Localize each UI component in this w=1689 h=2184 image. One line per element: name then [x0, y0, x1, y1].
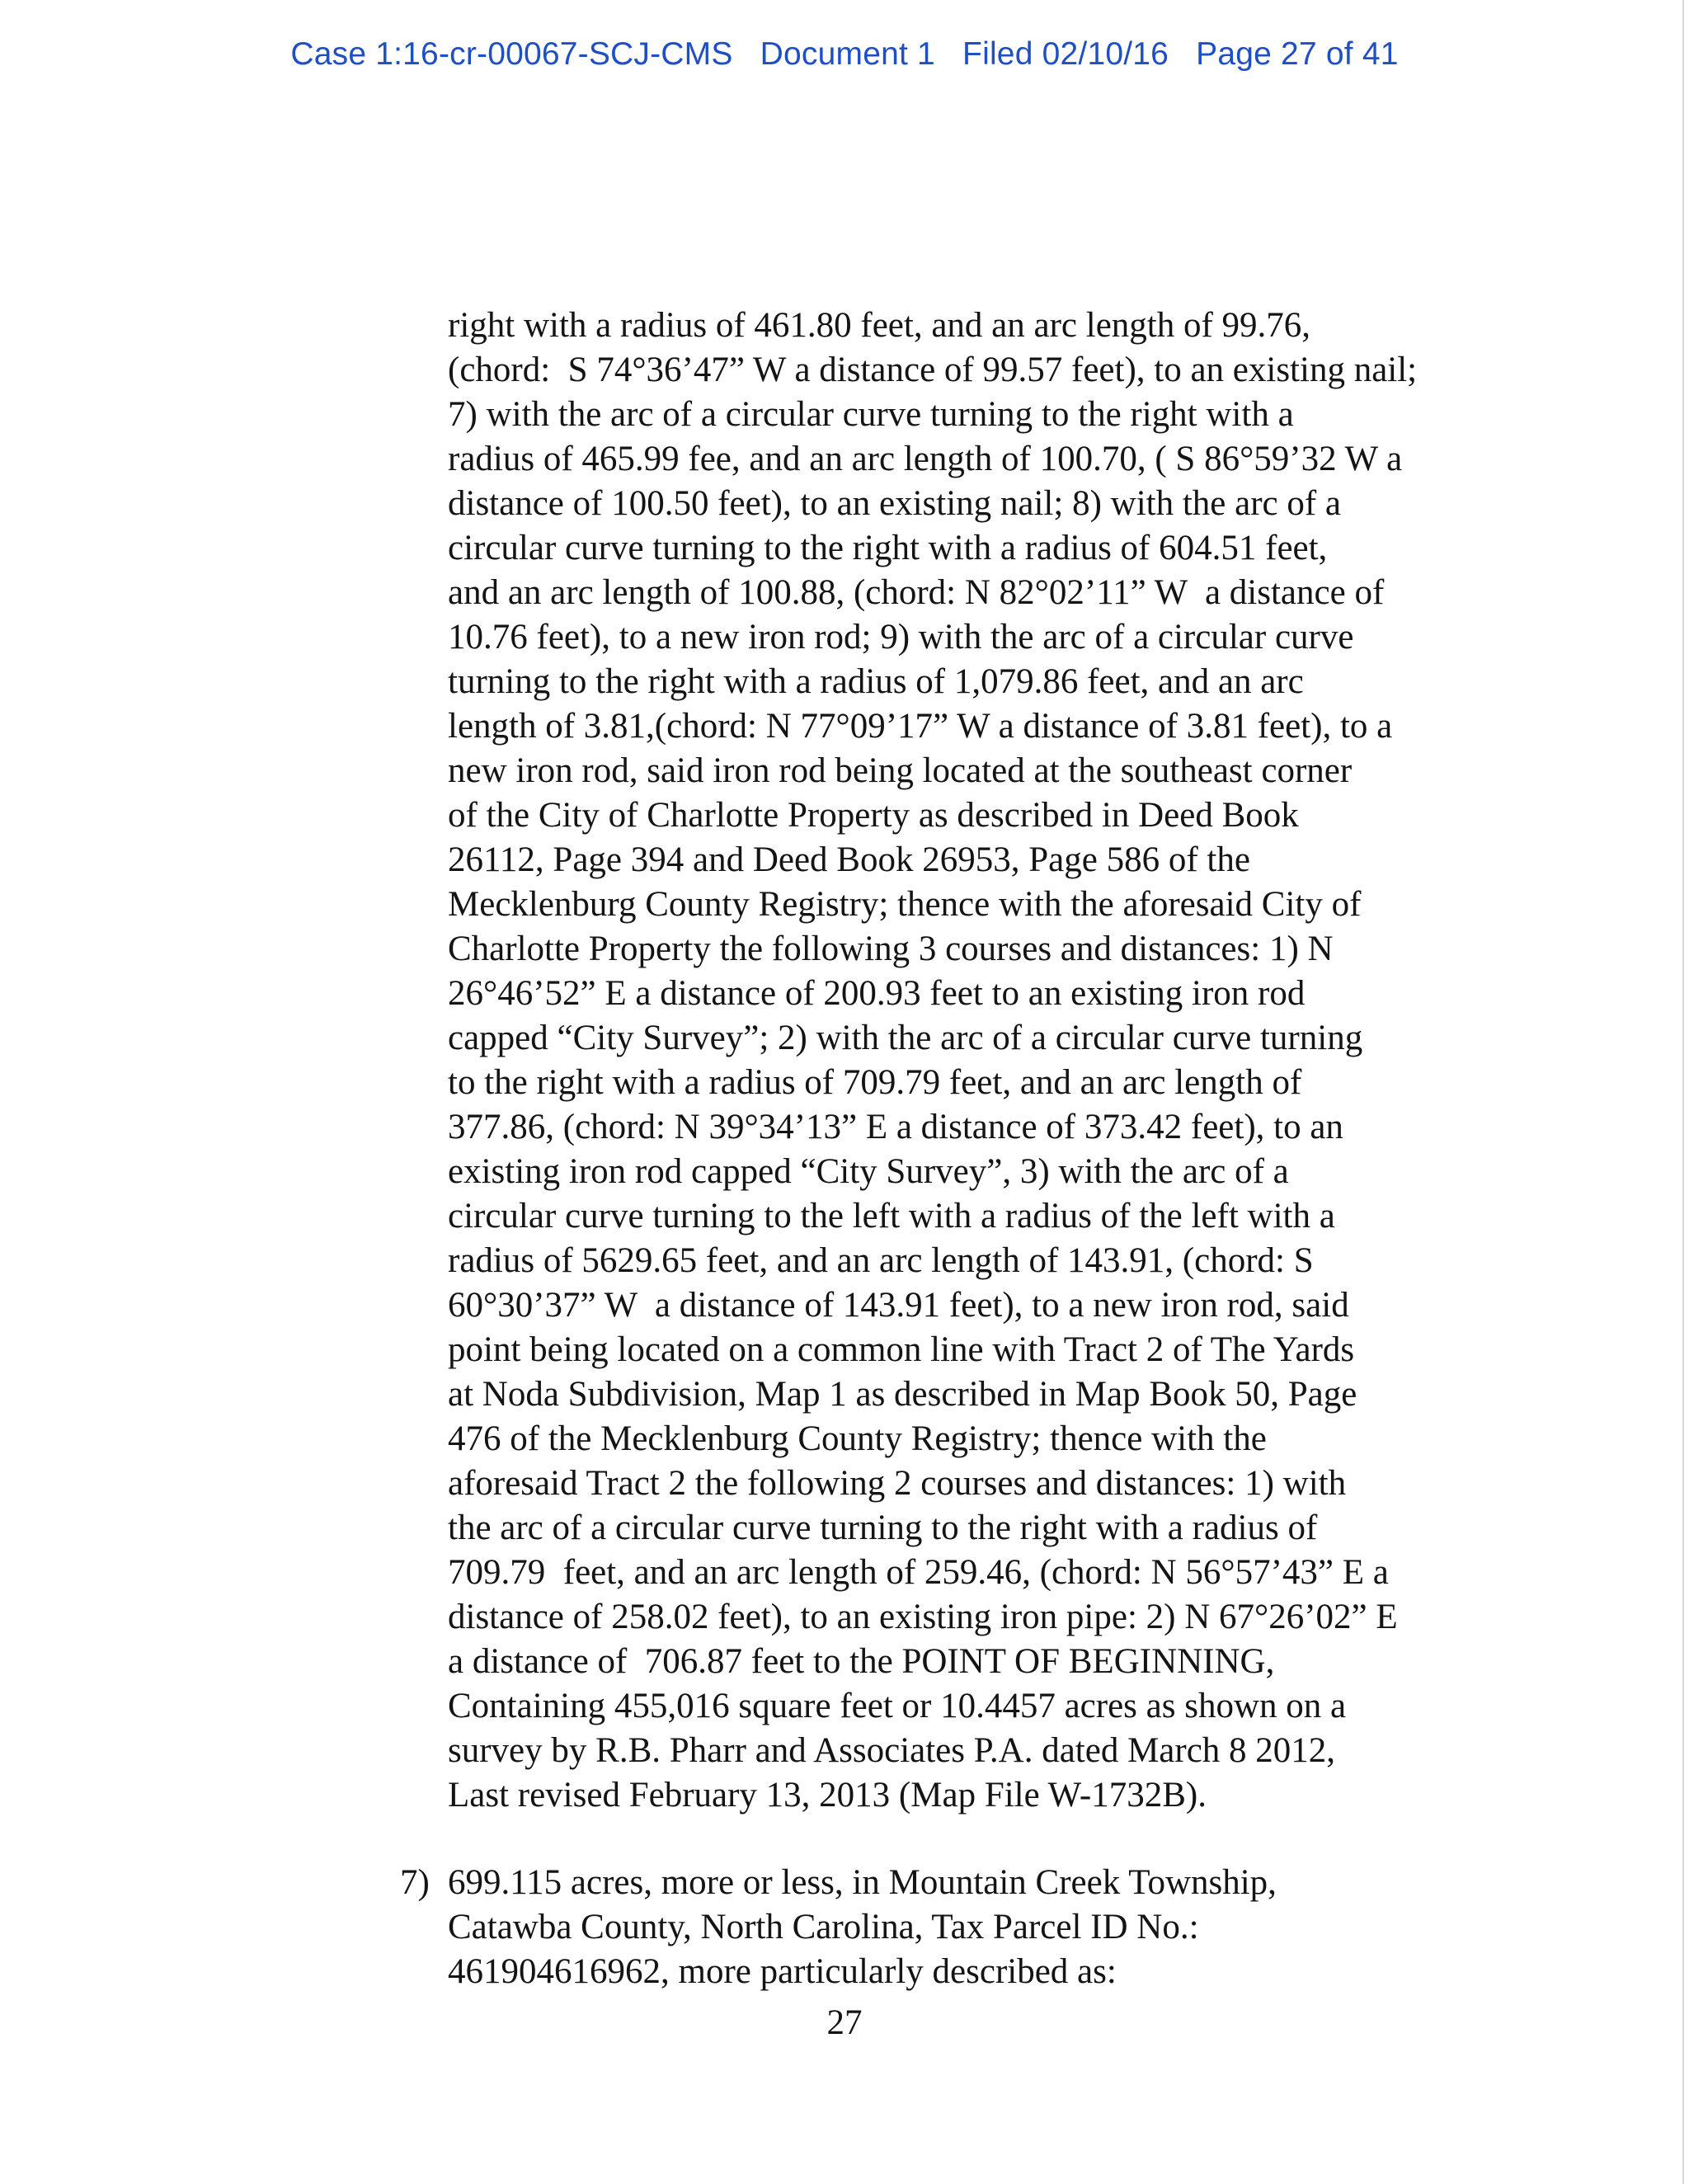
- list-item-number: 7): [400, 1863, 430, 1902]
- body-line: 709.79 feet, and an arc length of 259.46, (chord: N 56°57’43” E a: [448, 1553, 1389, 1592]
- body-line: 476 of the Mecklenburg County Registry; thence with the: [448, 1419, 1267, 1458]
- scan-edge-line: [1682, 0, 1684, 2184]
- body-line: (chord: S 74°36’47” W a distance of 99.57 feet), to an existing nail;: [448, 351, 1418, 389]
- list-item-text: [448, 1861, 1277, 1994]
- body-line: Mecklenburg County Registry; thence with the aforesaid City of: [448, 885, 1362, 924]
- body-line: length of 3.81,(chord: N 77°09’17” W a distance of 3.81 feet), to a: [448, 707, 1393, 746]
- body-line: existing iron rod capped “City Survey”, 3) with the arc of a: [448, 1152, 1289, 1191]
- body-line: 10.76 feet), to a new iron rod; 9) with the arc of a circular curve: [448, 618, 1354, 657]
- body-line: new iron rod, said iron rod being located at the southeast corner: [448, 751, 1353, 790]
- body-line: radius of 465.99 fee, and an arc length of 100.70, ( S 86°59’32 W a: [448, 440, 1403, 478]
- body-line: point being located on a common line with Tract 2 of The Yards: [448, 1330, 1355, 1369]
- body-line: 26°46’52” E a distance of 200.93 feet to an existing iron rod: [448, 974, 1306, 1013]
- body-line: and an arc length of 100.88, (chord: N 82°02’11” W a distance of: [448, 573, 1385, 612]
- body-line: Charlotte Property the following 3 courses and distances: 1) N: [448, 930, 1334, 968]
- body-line: 26112, Page 394 and Deed Book 26953, Page 586 of the: [448, 840, 1250, 879]
- body-line: radius of 5629.65 feet, and an arc length of 143.91, (chord: S: [448, 1241, 1314, 1280]
- body-line: to the right with a radius of 709.79 feet, and an arc length of: [448, 1063, 1302, 1102]
- body-line: 377.86, (chord: N 39°34’13” E a distance of 373.42 feet), to an: [448, 1108, 1343, 1146]
- body-line: Last revised February 13, 2013 (Map File W-1732B).: [448, 1776, 1207, 1815]
- body-line: distance of 100.50 feet), to an existing nail; 8) with the arc of a: [448, 484, 1342, 523]
- body-line: turning to the right with a radius of 1,079.86 feet, and an arc: [448, 662, 1304, 701]
- body-line: the arc of a circular curve turning to the right with a radius of: [448, 1509, 1318, 1547]
- body-line: Containing 455,016 square feet or 10.4457 acres as shown on a: [448, 1687, 1347, 1725]
- body-line: capped “City Survey”; 2) with the arc of a circular curve turning: [448, 1019, 1363, 1057]
- case-header: Case 1:16-cr-00067-SCJ-CMS Document 1 Filed 02/10/16 Page 27 of 41: [290, 36, 1399, 72]
- body-line: survey by R.B. Pharr and Associates P.A. dated March 8 2012,: [448, 1731, 1336, 1770]
- body-line: at Noda Subdivision, Map 1 as described in Map Book 50, Page: [448, 1375, 1357, 1414]
- body-line: 60°30’37” W a distance of 143.91 feet), to a new iron rod, said: [448, 1286, 1349, 1325]
- body-line: circular curve turning to the right with a radius of 604.51 feet,: [448, 529, 1328, 567]
- body-line: aforesaid Tract 2 the following 2 courses and distances: 1) with: [448, 1464, 1347, 1503]
- body-line: distance of 258.02 feet), to an existing iron pipe: 2) N 67°26’02” E: [448, 1598, 1398, 1636]
- body-line: circular curve turning to the left with a radius of the left with a: [448, 1197, 1335, 1236]
- body-line: of the City of Charlotte Property as described in Deed Book: [448, 796, 1299, 835]
- body-line: a distance of 706.87 feet to the POINT OF BEGINNING,: [448, 1642, 1275, 1681]
- item-line: 699.115 acres, more or less, in Mountain Creek Township,: [448, 1863, 1277, 1902]
- property-description-body: [448, 304, 1479, 1818]
- page-number: 27: [826, 2003, 863, 2042]
- item-line: 461904616962, more particularly described as:: [448, 1952, 1117, 1991]
- body-line: 7) with the arc of a circular curve turning to the right with a: [448, 395, 1294, 434]
- body-line: right with a radius of 461.80 feet, and an arc length of 99.76,: [448, 306, 1311, 345]
- item-line: Catawba County, North Carolina, Tax Parcel ID No.:: [448, 1908, 1199, 1946]
